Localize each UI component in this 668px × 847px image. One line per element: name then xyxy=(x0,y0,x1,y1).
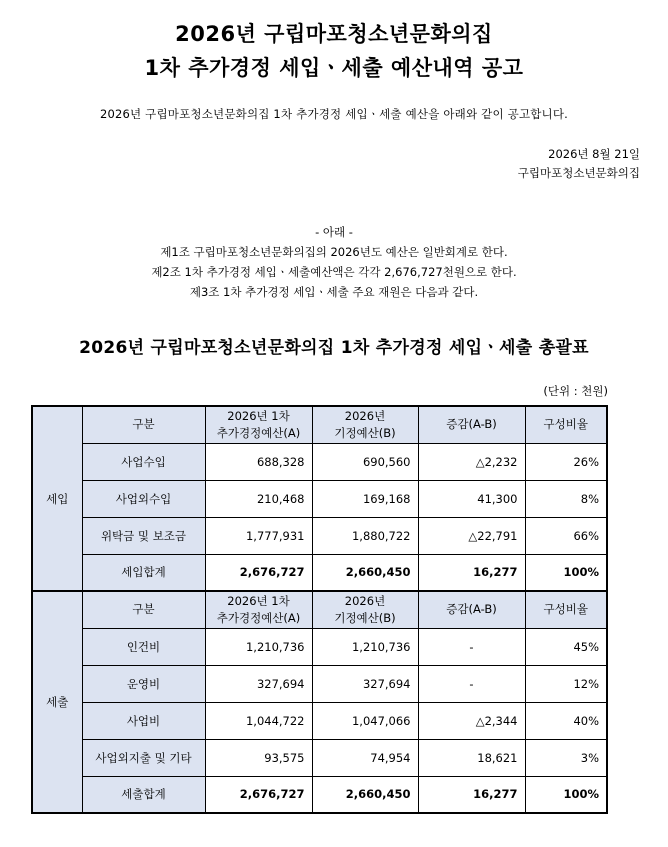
notice-title-line1: 2026년 구립마포청소년문화의집 xyxy=(175,22,493,46)
clause-2: 제2조 1차 추가경정 세입ㆍ세출예산액은 각각 2,676,727천원으로 한다. xyxy=(151,265,517,279)
header-ratio: 구성비율 xyxy=(525,406,607,443)
cell-diff: - xyxy=(418,665,525,702)
header-category: 구분 xyxy=(82,591,205,628)
table-row xyxy=(32,665,607,702)
header-col-a-line1: 2026년 1차 xyxy=(227,593,290,608)
cell-ratio: 12% xyxy=(525,665,607,702)
table-row xyxy=(32,480,607,517)
cell-a: 1,777,931 xyxy=(205,517,312,554)
cell-a: 93,575 xyxy=(205,739,312,776)
cell-ratio: 8% xyxy=(525,480,607,517)
unit-label: (단위 : 천원) xyxy=(543,384,608,398)
header-col-b-line2: 기정예산(B) xyxy=(334,425,396,440)
expenditure-header-row xyxy=(32,591,607,628)
header-col-b-line1: 2026년 xyxy=(344,593,386,608)
row-label: 인건비 xyxy=(82,628,205,665)
cell-diff: △2,344 xyxy=(418,702,525,739)
revenue-header-row xyxy=(32,406,607,443)
cell-a: 327,694 xyxy=(205,665,312,702)
table-row xyxy=(32,517,607,554)
row-label: 사업수입 xyxy=(82,443,205,480)
cell-b: 74,954 xyxy=(312,739,418,776)
revenue-total-row xyxy=(32,554,607,591)
cell-ratio: 3% xyxy=(525,739,607,776)
clauses-block xyxy=(0,222,668,302)
cell-b: 1,210,736 xyxy=(312,628,418,665)
table-title: 2026년 구립마포청소년문화의집 1차 추가경정 세입ㆍ세출 총괄표 xyxy=(79,338,589,358)
header-diff: 증감(A-B) xyxy=(418,406,525,443)
cell-b: 2,660,450 xyxy=(312,776,418,813)
cell-diff: - xyxy=(418,628,525,665)
clause-3: 제3조 1차 추가경정 세입ㆍ세출 주요 재원은 다음과 같다. xyxy=(189,285,479,299)
issuer-name: 구립마포청소년문화의집 xyxy=(517,166,640,180)
row-label: 운영비 xyxy=(82,665,205,702)
cell-a: 2,676,727 xyxy=(205,554,312,591)
cell-a: 1,210,736 xyxy=(205,628,312,665)
table-row xyxy=(32,443,607,480)
intro-text: 2026년 구립마포청소년문화의집 1차 추가경정 세입ㆍ세출 예산을 아래와 같이 공고합니다. xyxy=(99,107,569,121)
row-label: 사업비 xyxy=(82,702,205,739)
cell-ratio: 45% xyxy=(525,628,607,665)
row-label: 사업외지출 및 기타 xyxy=(82,739,205,776)
cell-diff: 18,621 xyxy=(418,739,525,776)
row-label: 위탁금 및 보조금 xyxy=(82,517,205,554)
cell-b: 169,168 xyxy=(312,480,418,517)
header-col-a xyxy=(205,591,312,628)
cell-ratio: 40% xyxy=(525,702,607,739)
cell-diff: △22,791 xyxy=(418,517,525,554)
table-row xyxy=(32,739,607,776)
header-category: 구분 xyxy=(82,406,205,443)
cell-diff: 16,277 xyxy=(418,776,525,813)
header-diff: 증감(A-B) xyxy=(418,591,525,628)
clause-1: 제1조 구립마포청소년문화의집의 2026년도 예산은 일반회계로 한다. xyxy=(160,245,508,259)
cell-ratio: 100% xyxy=(525,776,607,813)
expenditure-total-row xyxy=(32,776,607,813)
header-col-a xyxy=(205,406,312,443)
cell-diff: △2,232 xyxy=(418,443,525,480)
header-col-b-line2: 기정예산(B) xyxy=(334,610,396,625)
header-col-b xyxy=(312,591,418,628)
cell-b: 1,047,066 xyxy=(312,702,418,739)
header-col-a-line2: 추가경정예산(A) xyxy=(216,425,301,440)
cell-b: 2,660,450 xyxy=(312,554,418,591)
notice-date: 2026년 8월 21일 xyxy=(548,147,640,161)
cell-ratio: 100% xyxy=(525,554,607,591)
cell-diff: 16,277 xyxy=(418,554,525,591)
row-label: 세출합계 xyxy=(82,776,205,813)
header-col-a-line2: 추가경정예산(A) xyxy=(216,610,301,625)
cell-b: 690,560 xyxy=(312,443,418,480)
header-col-b xyxy=(312,406,418,443)
notice-title-line2: 1차 추가경정 세입ㆍ세출 예산내역 공고 xyxy=(144,56,524,80)
cell-ratio: 26% xyxy=(525,443,607,480)
row-label: 세입합계 xyxy=(82,554,205,591)
cell-a: 210,468 xyxy=(205,480,312,517)
cell-a: 1,044,722 xyxy=(205,702,312,739)
cell-a: 2,676,727 xyxy=(205,776,312,813)
table-row xyxy=(32,702,607,739)
revenue-group-label: 세입 xyxy=(32,406,82,591)
row-label: 사업외수입 xyxy=(82,480,205,517)
cell-b: 1,880,722 xyxy=(312,517,418,554)
cell-a: 688,328 xyxy=(205,443,312,480)
header-ratio: 구성비율 xyxy=(525,591,607,628)
expenditure-group-label: 세출 xyxy=(32,591,82,813)
cell-diff: 41,300 xyxy=(418,480,525,517)
clauses-heading: - 아래 - xyxy=(315,225,353,239)
budget-summary-table xyxy=(31,405,608,814)
header-col-b-line1: 2026년 xyxy=(344,408,386,423)
table-row xyxy=(32,628,607,665)
cell-ratio: 66% xyxy=(525,517,607,554)
header-col-a-line1: 2026년 1차 xyxy=(227,408,290,423)
cell-b: 327,694 xyxy=(312,665,418,702)
